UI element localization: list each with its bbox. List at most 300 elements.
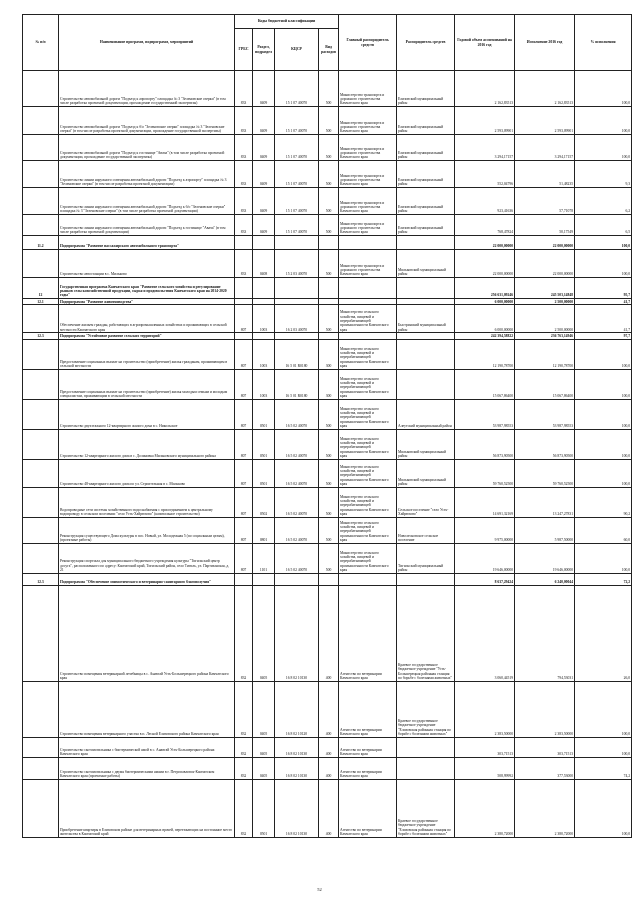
cell-pct: 100,0	[575, 236, 632, 250]
cell-rcp	[397, 236, 455, 250]
cell-num	[23, 681, 59, 737]
cell-mgr: Министерство сельского хозяйства, пищевой и перерабатывающей промышленности Камчатского края	[339, 399, 397, 429]
cell-pct: 97,7	[575, 333, 632, 339]
cell-plan: 8 637,29424	[455, 573, 515, 585]
cell-rz: 0409	[253, 135, 275, 161]
cell-fact: 2 500,00000	[515, 305, 575, 333]
cell-mgr: Министерство сельского хозяйства, пищевой и перерабатывающей промышленности Камчатского края	[339, 339, 397, 369]
cell-vr: 400	[319, 757, 339, 779]
cell-plan: 2 380,72000	[455, 779, 515, 837]
cell-rz: 1101	[253, 543, 275, 573]
cell-num	[23, 369, 59, 399]
cell-num: 12.3	[23, 573, 59, 585]
cell-mgr: Министерство транспорта и дорожного строительства Камчатского края	[339, 188, 397, 215]
cell-csr: 16 5 01 R0180	[275, 339, 319, 369]
cell-mgr: Министерство сельского хозяйства, пищевой и перерабатывающей промышленности Камчатского края	[339, 429, 397, 459]
cell-mgr: Министерство сельского хозяйства, пищевой и перерабатывающей промышленности Камчатского края	[339, 369, 397, 399]
header-num: № п/п	[23, 15, 59, 71]
cell-plan: 3 294,17157	[455, 135, 515, 161]
cell-csr: 16 8 02 10120	[275, 681, 319, 737]
cell-grbs: 807	[235, 399, 253, 429]
cell-fact: 794,53031	[515, 585, 575, 681]
cell-num	[23, 543, 59, 573]
cell-name: Строительство помещения ветеринарной лечебницы в с. Анавгай Усть-Большерецкого района Камчатского края	[59, 585, 235, 681]
table-row	[23, 236, 632, 250]
cell-pct: 100,0	[575, 429, 632, 459]
cell-rz: 0502	[253, 487, 275, 517]
header-manager: Главный распорядитель средств	[339, 15, 397, 71]
cell-name: Строительство автомобильной дороги "Подъезд к аэропорту" площадка № 3 "Зеленовские озерки" (в том числе разработка проектной документации, прохождение государственной экспертизы)	[59, 71, 235, 107]
cell-fact: 236 763,14946	[515, 333, 575, 339]
table-row	[23, 107, 632, 135]
cell-grbs: 807	[235, 369, 253, 399]
cell-grbs: 807	[235, 487, 253, 517]
header-rzpr: Раздел, подраздел	[253, 29, 275, 71]
cell-num	[23, 107, 59, 135]
cell-pct: 90,2	[575, 487, 632, 517]
cell-vr: 500	[319, 429, 339, 459]
cell-name: Предоставление социальных выплат на строительство (приобретение) жилья гражданам, проживающим в сельской местности	[59, 339, 235, 369]
cell-rcp	[397, 757, 455, 779]
cell-mgr: Министерство сельского хозяйства, пищевой и перерабатывающей промышленности Камчатского края	[339, 543, 397, 573]
cell-pct: 74,2	[575, 757, 632, 779]
cell-csr: 16 5 02 40070	[275, 429, 319, 459]
cell-num	[23, 250, 59, 278]
cell-num	[23, 779, 59, 837]
cell-fact: 59 760,52500	[515, 459, 575, 487]
cell-plan: 2 383,50000	[455, 681, 515, 737]
cell-rz: 1003	[253, 339, 275, 369]
cell-rz: 1003	[253, 369, 275, 399]
cell-csr: 15 1 07 40070	[275, 215, 319, 236]
cell-grbs: 832	[235, 585, 253, 681]
cell-num	[23, 585, 59, 681]
cell-name: Строительство скотомогильника с биотермической ямой в с. Анавгай Усть-Большерецкого района Камчатского края	[59, 737, 235, 757]
cell-csr: 16 8 02 10130	[275, 757, 319, 779]
cell-pct: 100,0	[575, 71, 632, 107]
cell-plan: 12 190,78700	[455, 339, 515, 369]
cell-num	[23, 339, 59, 369]
cell-csr: 15 2 03 40070	[275, 250, 319, 278]
cell-fact: 3 294,17157	[515, 135, 575, 161]
cell-name: Обеспечение жильем граждан, работающих в агропромышленных хозяйствах и проживающих в сельской местности Камчатского края	[59, 305, 235, 333]
cell-plan: 2 162,83513	[455, 71, 515, 107]
header-annual: Годовой объем ассигнований на 2016 год	[455, 15, 515, 71]
table-row	[23, 188, 632, 215]
cell-rz	[253, 278, 275, 299]
cell-plan: 22 000,00000	[455, 236, 515, 250]
cell-plan: 508,99992	[455, 757, 515, 779]
table-row	[23, 681, 632, 737]
cell-fact: 2 593,09901	[515, 107, 575, 135]
cell-csr: 16 8 02 10130	[275, 737, 319, 757]
cell-name: Подпрограмма "Обеспечение эпизоотического и ветеринарно-санитарного благополучия"	[59, 573, 235, 585]
table-row	[23, 459, 632, 487]
cell-rcp: Елизовский муниципальный район	[397, 188, 455, 215]
cell-vr: 500	[319, 135, 339, 161]
cell-num	[23, 517, 59, 543]
cell-mgr: Агентство по ветеринарии Камчатского края	[339, 681, 397, 737]
cell-rz: 0409	[253, 215, 275, 236]
table-row	[23, 429, 632, 459]
cell-rcp	[397, 573, 455, 585]
cell-fact: 245 503,14848	[515, 278, 575, 299]
table-row	[23, 215, 632, 236]
cell-rcp: Елизовский муниципальный район	[397, 161, 455, 188]
cell-rz: 0501	[253, 429, 275, 459]
cell-pct: 100,0	[575, 779, 632, 837]
cell-mgr: Министерство транспорта и дорожного строительства Камчатского края	[339, 161, 397, 188]
header-name: Наименование программ, подпрограмм, мероприятий	[59, 15, 235, 71]
cell-pct: 41,7	[575, 299, 632, 305]
cell-plan: 6 000,00000	[455, 305, 515, 333]
cell-rcp: Новолесновское сельское поселение	[397, 517, 455, 543]
cell-vr: 300	[319, 369, 339, 399]
cell-fact: 15 067,86400	[515, 369, 575, 399]
cell-csr: 16 8 02 10130	[275, 779, 319, 837]
cell-rcp	[397, 369, 455, 399]
cell-pct: 100,0	[575, 107, 632, 135]
table-body	[23, 71, 632, 838]
cell-rcp: Сельское поселение "село Усть-Хайрюзово"	[397, 487, 455, 517]
cell-rcp: Быстринский муниципальный район	[397, 305, 455, 333]
cell-name: Подпрограмма "Развитие пассажирского автомобильного транспорта"	[59, 236, 235, 250]
table-row	[23, 278, 632, 299]
cell-num	[23, 215, 59, 236]
cell-rz: 0405	[253, 757, 275, 779]
cell-name: Строительство автостанции в с. Мильково	[59, 250, 235, 278]
cell-name: Государственная программа Камчатского края "Развитие сельского хозяйства и регулирование рынков сельскохозяйственной продукции, сырья и продовольствия Камчатского края на 2014-2020 годы"	[59, 278, 235, 299]
cell-fact: 22 000,00000	[515, 236, 575, 250]
cell-pct: 100,0	[575, 543, 632, 573]
cell-rz: 0405	[253, 737, 275, 757]
cell-mgr: Агентство по ветеринарии Камчатского края	[339, 757, 397, 779]
cell-vr: 500	[319, 107, 339, 135]
cell-plan: 59 760,52500	[455, 459, 515, 487]
cell-rz: 0409	[253, 188, 275, 215]
cell-mgr: Министерство транспорта и дорожного строительства Камчатского края	[339, 135, 397, 161]
cell-mgr: Министерство сельского хозяйства, пищевой и перерабатывающей промышленности Камчатского края	[339, 487, 397, 517]
cell-plan: 242 394,58822	[455, 333, 515, 339]
cell-plan: 22 000,00000	[455, 250, 515, 278]
budget-table	[22, 14, 632, 838]
cell-pct: 95,7	[575, 278, 632, 299]
cell-csr: 16 5 02 40070	[275, 543, 319, 573]
cell-name: Строительство 12-квартирного жилого дома в с. Долиновка Мильковского муниципального района	[59, 429, 235, 459]
cell-num	[23, 459, 59, 487]
cell-num	[23, 188, 59, 215]
cell-vr	[319, 278, 339, 299]
cell-fact: 51,48235	[515, 161, 575, 188]
cell-vr: 500	[319, 459, 339, 487]
table-row	[23, 543, 632, 573]
cell-rcp	[397, 278, 455, 299]
header-pct: % исполнения	[575, 15, 632, 71]
cell-name: Строительство линии наружного освещения автомобильной дороги "Подъезд к аэропорту" площадка № 3 "Зеленовские озерки" (в том числе разработка проектной документации)	[59, 161, 235, 188]
cell-rcp: Мильковский муниципальный район	[397, 250, 455, 278]
cell-plan: 9 975,00000	[455, 517, 515, 543]
cell-fact: 13 247,27831	[515, 487, 575, 517]
cell-rz: 0501	[253, 399, 275, 429]
cell-plan: 56 873,90500	[455, 429, 515, 459]
cell-grbs	[235, 573, 253, 585]
cell-fact: 2 380,72000	[515, 779, 575, 837]
cell-vr: 500	[319, 399, 339, 429]
cell-num	[23, 161, 59, 188]
cell-csr: 16 5 01 R0180	[275, 369, 319, 399]
cell-csr: 16 5 02 40070	[275, 459, 319, 487]
cell-vr: 400	[319, 779, 339, 837]
cell-pct: 100,0	[575, 250, 632, 278]
cell-vr	[319, 573, 339, 585]
cell-mgr: Агентство по ветеринарии Камчатского края	[339, 779, 397, 837]
page-number: 52	[317, 887, 322, 892]
cell-grbs: 807	[235, 543, 253, 573]
cell-pct: 100,0	[575, 339, 632, 369]
cell-name: Строительство двухэтажного 12-квартирного жилого дома в с. Никольское	[59, 399, 235, 429]
cell-csr: 16 5 02 40070	[275, 487, 319, 517]
table-row	[23, 369, 632, 399]
cell-plan: 15 067,86400	[455, 369, 515, 399]
cell-rcp: Краевое государственное бюджетное учреждение "Усть-Большерецкая районная станция по борьбе с болезнями животных"	[397, 585, 455, 681]
cell-grbs	[235, 236, 253, 250]
header-codes: Коды бюджетной классификации	[235, 15, 339, 29]
cell-name: Строительство автомобильной дороги "Подъезд к гостинице "Авача" (в том числе разработка проектной документации, прохождение государственной экспертизы)	[59, 135, 235, 161]
cell-num	[23, 757, 59, 779]
cell-grbs: 833	[235, 107, 253, 135]
cell-rcp: Краевое государственное бюджетное учреждение "Елизовская районная станция по борьбе с болезнями животных"	[397, 681, 455, 737]
cell-plan: 923,41636	[455, 188, 515, 215]
header-csr: КЦСР	[275, 29, 319, 71]
table-row	[23, 399, 632, 429]
cell-vr: 400	[319, 681, 339, 737]
cell-mgr: Министерство транспорта и дорожного строительства Камчатского края	[339, 250, 397, 278]
cell-rcp	[397, 737, 455, 757]
cell-num	[23, 399, 59, 429]
document-page	[22, 14, 631, 838]
cell-rcp: Елизовский муниципальный район	[397, 71, 455, 107]
cell-grbs: 833	[235, 161, 253, 188]
cell-vr	[319, 236, 339, 250]
cell-name: Реконструкция существующего Дома культуры в пос. Новый, ул. Молодежная 5 (по социальным целям), (проектные работы)	[59, 517, 235, 543]
cell-grbs: 807	[235, 517, 253, 543]
table-row	[23, 487, 632, 517]
cell-rz: 0501	[253, 779, 275, 837]
cell-name: Строительство скотомогильника с двумя биотермическими ямами в г. Петропавловск-Камчатском Камчатского края (проектные работы)	[59, 757, 235, 779]
cell-fact: 2 383,50000	[515, 681, 575, 737]
cell-plan: 768,47824	[455, 215, 515, 236]
cell-name: Строительство 48-квартирного жилого дома по ул. Строительная в с. Мильково	[59, 459, 235, 487]
cell-pct: 9,3	[575, 161, 632, 188]
cell-mgr: Министерство сельского хозяйства, пищевой и перерабатывающей промышленности Камчатского края	[339, 305, 397, 333]
cell-grbs: 833	[235, 250, 253, 278]
cell-grbs: 833	[235, 135, 253, 161]
header-recipient: Распорядитель средств	[397, 15, 455, 71]
cell-vr: 500	[319, 161, 339, 188]
cell-grbs: 807	[235, 459, 253, 487]
table-row	[23, 305, 632, 333]
cell-csr: 15 1 07 40070	[275, 188, 319, 215]
header-vr: Вид расходов	[319, 29, 339, 71]
cell-grbs: 832	[235, 681, 253, 737]
cell-num: 11.2	[23, 236, 59, 250]
cell-grbs: 807	[235, 339, 253, 369]
cell-grbs: 833	[235, 188, 253, 215]
cell-pct: 100,0	[575, 459, 632, 487]
cell-num: 12	[23, 278, 59, 299]
cell-rz	[253, 573, 275, 585]
cell-plan: 53 987,98553	[455, 399, 515, 429]
header-grbs: ГРБС	[235, 29, 253, 71]
cell-name: Водопроводные сети системы хозяйственного водоснабжения с присоединением к центральному водопроводу в сельском поселении "село Усть-Хайрюзово" (капитальное строительство)	[59, 487, 235, 517]
table-row	[23, 517, 632, 543]
cell-csr: 15 1 07 40070	[275, 71, 319, 107]
cell-plan: 256 631,09246	[455, 278, 515, 299]
cell-fact: 5 987,50000	[515, 517, 575, 543]
cell-vr: 500	[319, 250, 339, 278]
cell-csr: 16 8 02 10130	[275, 585, 319, 681]
cell-grbs: 833	[235, 215, 253, 236]
cell-name: Реконструкция спортзала для муниципального бюджетного учреждения культуры "Тигильский центр досуга", расположенного по адресу: Камчатский край, Тигильский район, село Тигиль, ул. Партизанская, д. 21	[59, 543, 235, 573]
cell-fact: 377,53000	[515, 757, 575, 779]
cell-fact: 2 162,83513	[515, 71, 575, 107]
cell-rz: 1003	[253, 305, 275, 333]
cell-vr: 500	[319, 543, 339, 573]
cell-num	[23, 305, 59, 333]
cell-rz: 0408	[253, 250, 275, 278]
cell-mgr	[339, 573, 397, 585]
cell-fact: 56 873,90500	[515, 429, 575, 459]
cell-fact: 50,17549	[515, 215, 575, 236]
cell-num: 12.3	[23, 333, 59, 339]
cell-vr: 500	[319, 305, 339, 333]
table-row	[23, 339, 632, 369]
cell-rcp	[397, 339, 455, 369]
cell-pct: 72,2	[575, 573, 632, 585]
table-row	[23, 71, 632, 107]
header-exec: Исполнение 2016 год	[515, 15, 575, 71]
cell-num: 12.1	[23, 299, 59, 305]
cell-fact: 53 987,98553	[515, 399, 575, 429]
cell-plan: 2 593,09901	[455, 107, 515, 135]
cell-vr: 500	[319, 71, 339, 107]
cell-name: Строительство линии наружного освещения автомобильной дороги "Подъезд к гостинице "Авача" (в том числе разработка проектной документации)	[59, 215, 235, 236]
cell-csr: 16 5 02 40070	[275, 517, 319, 543]
cell-vr: 400	[319, 737, 339, 757]
cell-pct: 100,0	[575, 369, 632, 399]
cell-rcp: Краевое государственное бюджетное учреждение "Елизовская районная станция по борьбе с болезнями животных"	[397, 779, 455, 837]
cell-vr: 500	[319, 517, 339, 543]
cell-pct: 6,2	[575, 188, 632, 215]
cell-num	[23, 71, 59, 107]
cell-grbs: 832	[235, 757, 253, 779]
table-row	[23, 737, 632, 757]
cell-rcp: Мильковский муниципальный район	[397, 459, 455, 487]
cell-rz: 0409	[253, 107, 275, 135]
cell-mgr: Министерство транспорта и дорожного строительства Камчатского края	[339, 215, 397, 236]
cell-csr: 16 5 02 40070	[275, 399, 319, 429]
cell-rz: 0409	[253, 71, 275, 107]
cell-name: Подпрограмма "Устойчивое развитие сельских территорий"	[59, 333, 235, 339]
cell-mgr: Министерство транспорта и дорожного строительства Камчатского края	[339, 107, 397, 135]
cell-plan: 14 691,32169	[455, 487, 515, 517]
cell-plan: 6 000,00000	[455, 299, 515, 305]
cell-rcp: Елизовский муниципальный район	[397, 215, 455, 236]
cell-mgr	[339, 278, 397, 299]
cell-plan: 3 060,44519	[455, 585, 515, 681]
cell-num	[23, 737, 59, 757]
cell-rz	[253, 236, 275, 250]
cell-rz: 0801	[253, 517, 275, 543]
cell-mgr: Министерство сельского хозяйства, пищевой и перерабатывающей промышленности Камчатского края	[339, 459, 397, 487]
cell-csr: 15 1 07 40070	[275, 107, 319, 135]
cell-fact: 2 500,00000	[515, 299, 575, 305]
cell-pct: 100,0	[575, 737, 632, 757]
cell-pct: 100,0	[575, 135, 632, 161]
cell-grbs: 807	[235, 305, 253, 333]
cell-grbs	[235, 278, 253, 299]
cell-vr: 500	[319, 188, 339, 215]
cell-pct: 41,7	[575, 305, 632, 333]
cell-fact: 303,71513	[515, 737, 575, 757]
cell-rz: 0409	[253, 161, 275, 188]
cell-vr: 500	[319, 487, 339, 517]
cell-csr	[275, 278, 319, 299]
table-row	[23, 779, 632, 837]
table-row	[23, 585, 632, 681]
cell-name: Строительство автомобильной дороги "Подъезд к б/о "Зеленовские озерки" площадка № 3 "Зеленовские озерки" (в том числе разработка проектной документации, прохождение государственной экспертизы)	[59, 107, 235, 135]
cell-mgr: Министерство сельского хозяйства, пищевой и перерабатывающей промышленности Камчатского края	[339, 517, 397, 543]
cell-num	[23, 487, 59, 517]
cell-grbs: 807	[235, 429, 253, 459]
cell-csr: 16 2 03 40070	[275, 305, 319, 333]
cell-rcp: Мильковский муниципальный район	[397, 429, 455, 459]
cell-rcp: Алеутский муниципальный район	[397, 399, 455, 429]
table-row	[23, 135, 632, 161]
cell-csr	[275, 236, 319, 250]
cell-fact: 6 240,00044	[515, 573, 575, 585]
cell-pct: 26,0	[575, 585, 632, 681]
cell-fact: 19 646,00000	[515, 543, 575, 573]
cell-grbs: 832	[235, 737, 253, 757]
table-row	[23, 757, 632, 779]
cell-pct: 100,0	[575, 681, 632, 737]
cell-num	[23, 135, 59, 161]
cell-csr	[275, 573, 319, 585]
cell-name: Подпрограмма "Развитие животноводства"	[59, 299, 235, 305]
cell-pct: 6,5	[575, 215, 632, 236]
cell-grbs: 832	[235, 779, 253, 837]
cell-csr: 15 1 07 40070	[275, 135, 319, 161]
cell-rz: 0405	[253, 681, 275, 737]
cell-plan: 552,04796	[455, 161, 515, 188]
cell-csr: 15 1 07 40070	[275, 161, 319, 188]
cell-vr: 400	[319, 585, 339, 681]
cell-mgr: Агентство по ветеринарии Камчатского края	[339, 737, 397, 757]
cell-mgr: Министерство транспорта и дорожного строительства Камчатского края	[339, 71, 397, 107]
table-row	[23, 250, 632, 278]
cell-pct: 60,0	[575, 517, 632, 543]
cell-name: Строительство помещения ветеринарного участка в п. Лесной Елизовского района Камчатского края	[59, 681, 235, 737]
cell-rcp: Тигильский муниципальный район	[397, 543, 455, 573]
cell-plan: 19 646,00000	[455, 543, 515, 573]
cell-rz: 0405	[253, 585, 275, 681]
table-row	[23, 573, 632, 585]
cell-mgr: Агентство по ветеринарии Камчатского края	[339, 585, 397, 681]
cell-rcp: Елизовский муниципальный район	[397, 135, 455, 161]
cell-name: Приобретение квартиры в Елизовском районе для ветеринарных врачей, переезжающих на постоянное место жительства в Камчатский край	[59, 779, 235, 837]
cell-fact: 22 000,00000	[515, 250, 575, 278]
